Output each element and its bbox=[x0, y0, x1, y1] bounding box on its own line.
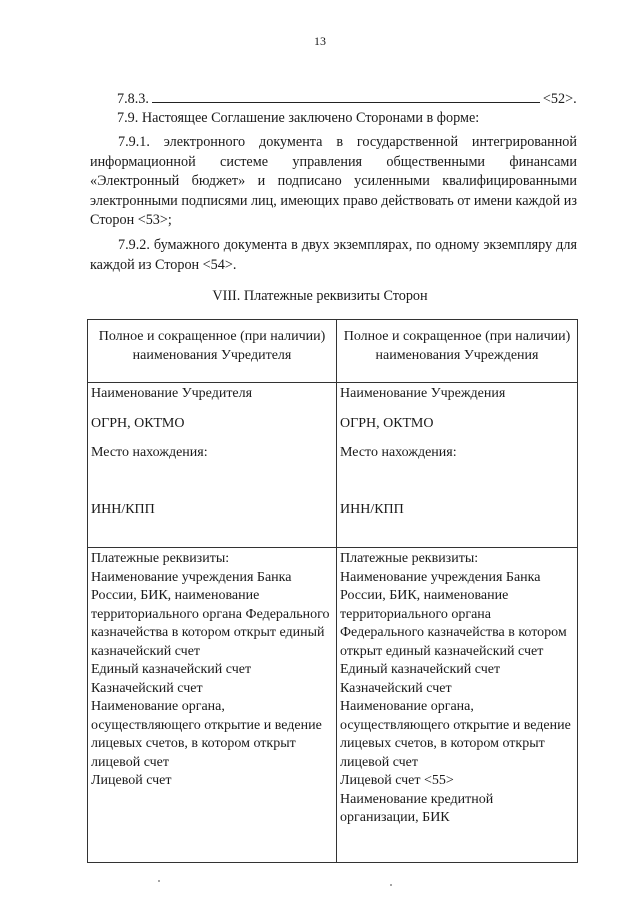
institution-name: Наименование Учреждения bbox=[340, 386, 506, 401]
clause-7-9-2-block bbox=[90, 236, 577, 275]
clause-7-9: 7.9. Настоящее Соглашение заключено Сторонами в форме: bbox=[117, 110, 480, 126]
institution-payment-details: Платежные реквизиты: Наименование учреждения Банка России, БИК, наименование территориального органа Федерального казначейства в котором открыт единый казначейский счет Единый казначейский счет Казначейский счет Наименование органа, осуществляющего открытие и ведение лицевых счетов, в котором открыт лицевой счет Лицевой счет <55> Наименование кредитной организации, БИК bbox=[340, 551, 571, 825]
clause-7-8-3-note: <52>. bbox=[542, 91, 577, 107]
institution-header: Полное и сокращенное (при наличии) наименования Учреждения bbox=[337, 320, 578, 383]
payment-details-table bbox=[87, 319, 578, 863]
page-number: 13 bbox=[314, 34, 326, 48]
founder-inn: ИНН/КПП bbox=[91, 501, 155, 517]
institution-payment-cell bbox=[337, 548, 578, 863]
clause-7-9-1: 7.9.1. электронного документа в государственной интегрированной информационной системе управления общественными финансами «Электронный бюджет» и подписано усиленными квалифицированными электронными подписями лиц, имеющих право действовать от имени каждой из Сторон <53>; bbox=[90, 134, 577, 228]
section-title: VIII. Платежные реквизиты Сторон bbox=[212, 288, 428, 304]
founder-info-cell bbox=[88, 383, 337, 548]
table-header-row bbox=[88, 320, 578, 383]
blank-line bbox=[152, 90, 540, 103]
table-row bbox=[88, 548, 578, 863]
table-row bbox=[88, 383, 578, 548]
founder-ogrn: ОГРН, ОКТМО bbox=[91, 415, 185, 431]
institution-info-cell bbox=[337, 383, 578, 548]
founder-location: Место нахождения: bbox=[91, 445, 208, 460]
founder-name: Наименование Учредителя bbox=[91, 386, 253, 401]
founder-payment-cell bbox=[88, 548, 337, 863]
institution-location: Место нахождения: bbox=[340, 445, 457, 460]
institution-ogrn: ОГРН, ОКТМО bbox=[340, 415, 434, 431]
founder-payment-details: Платежные реквизиты: Наименование учреждения Банка России, БИК, наименование территориального органа Федерального казначейства в котором открыт единый казначейский счет Единый казначейский счет Казначейский счет Наименование органа, осуществляющего открытие и ведение лицевых счетов, в котором открыт лицевой счет Лицевой счет bbox=[91, 551, 330, 788]
founder-header: Полное и сокращенное (при наличии) наименования Учредителя bbox=[88, 320, 337, 383]
clause-7-8-3-number: 7.8.3. bbox=[117, 91, 149, 107]
clause-7-9-2: 7.9.2. бумажного документа в двух экземплярах, по одному экземпляру для каждой из Сторон <54>. bbox=[90, 237, 577, 273]
scan-speck bbox=[390, 884, 392, 886]
institution-inn: ИНН/КПП bbox=[340, 501, 404, 517]
clause-7-9-1-block bbox=[90, 133, 577, 231]
clause-7-8-3 bbox=[117, 90, 577, 110]
scan-speck bbox=[158, 880, 160, 882]
